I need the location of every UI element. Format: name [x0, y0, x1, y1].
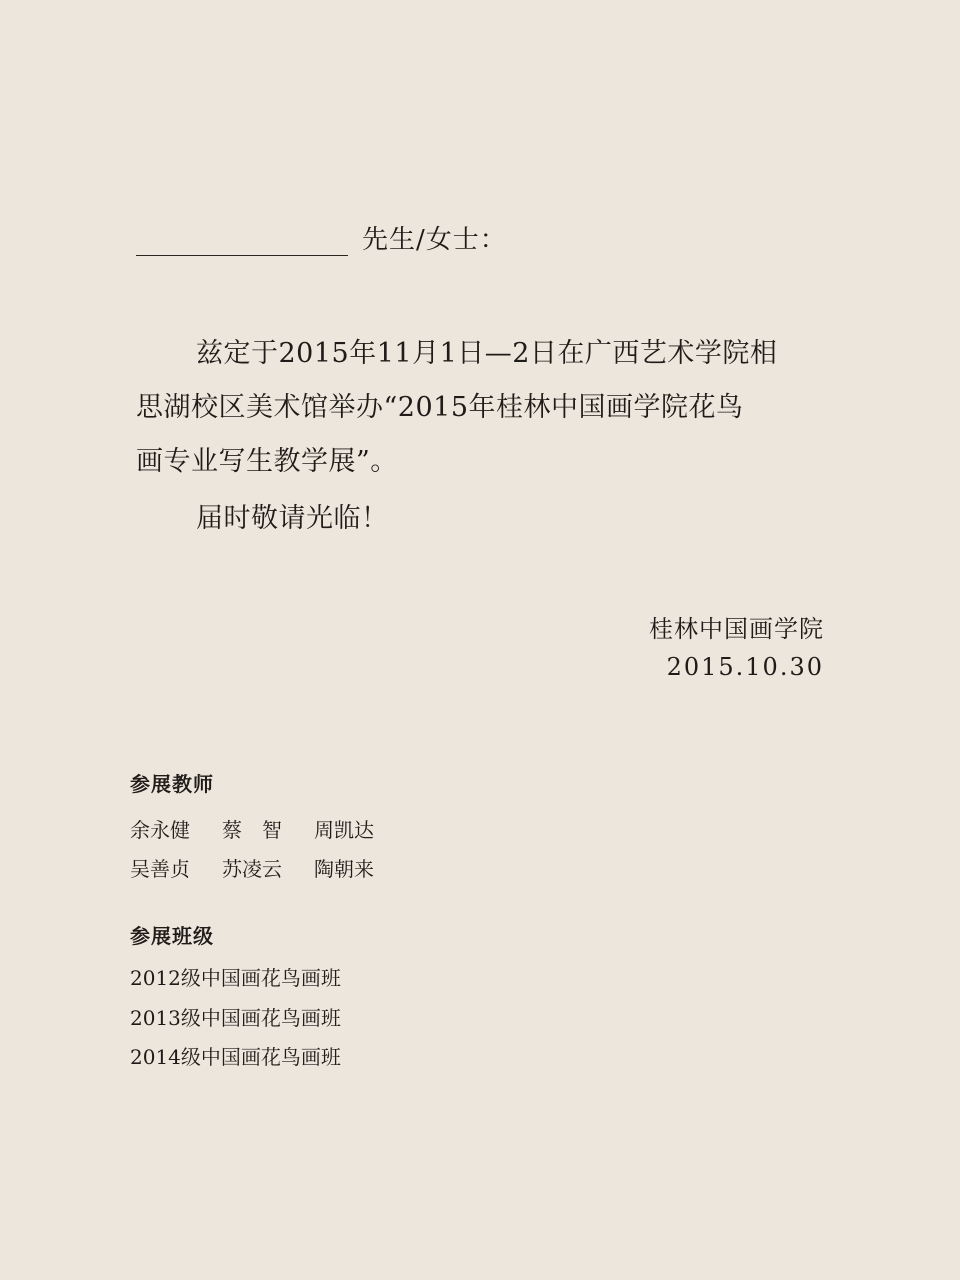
- teacher-name: 苏凌云: [222, 857, 282, 881]
- class-item: 2012级中国画花鸟画班: [130, 966, 341, 990]
- teachers-heading: 参展教师: [130, 772, 214, 796]
- teacher-name: 陶朝来: [314, 857, 374, 881]
- teacher-row: [130, 815, 406, 845]
- salutation: 先生/女士：: [362, 225, 507, 255]
- name-blank-line: [136, 255, 348, 256]
- classes-heading: 参展班级: [130, 924, 214, 948]
- invitation-body-line: 兹定于2015年11月1日—2日在广西艺术学院相: [196, 338, 778, 369]
- teacher-name: 吴善贞: [130, 857, 190, 881]
- teacher-name: 蔡 智: [222, 818, 282, 842]
- teacher-name: 周凯达: [314, 818, 374, 842]
- invitation-closing: 届时敬请光临！: [196, 503, 389, 534]
- teacher-name: 余永健: [130, 818, 190, 842]
- teacher-row: [130, 854, 406, 884]
- signature-organization: 桂林中国画学院: [649, 615, 824, 643]
- invitation-body-line: 画专业写生教学展”。: [136, 446, 398, 477]
- signature-date: 2015.10.30: [666, 653, 824, 681]
- class-item: 2013级中国画花鸟画班: [130, 1006, 341, 1030]
- class-item: 2014级中国画花鸟画班: [130, 1045, 341, 1069]
- invitation-body-line: 思湖校区美术馆举办“2015年桂林中国画学院花鸟: [136, 392, 744, 423]
